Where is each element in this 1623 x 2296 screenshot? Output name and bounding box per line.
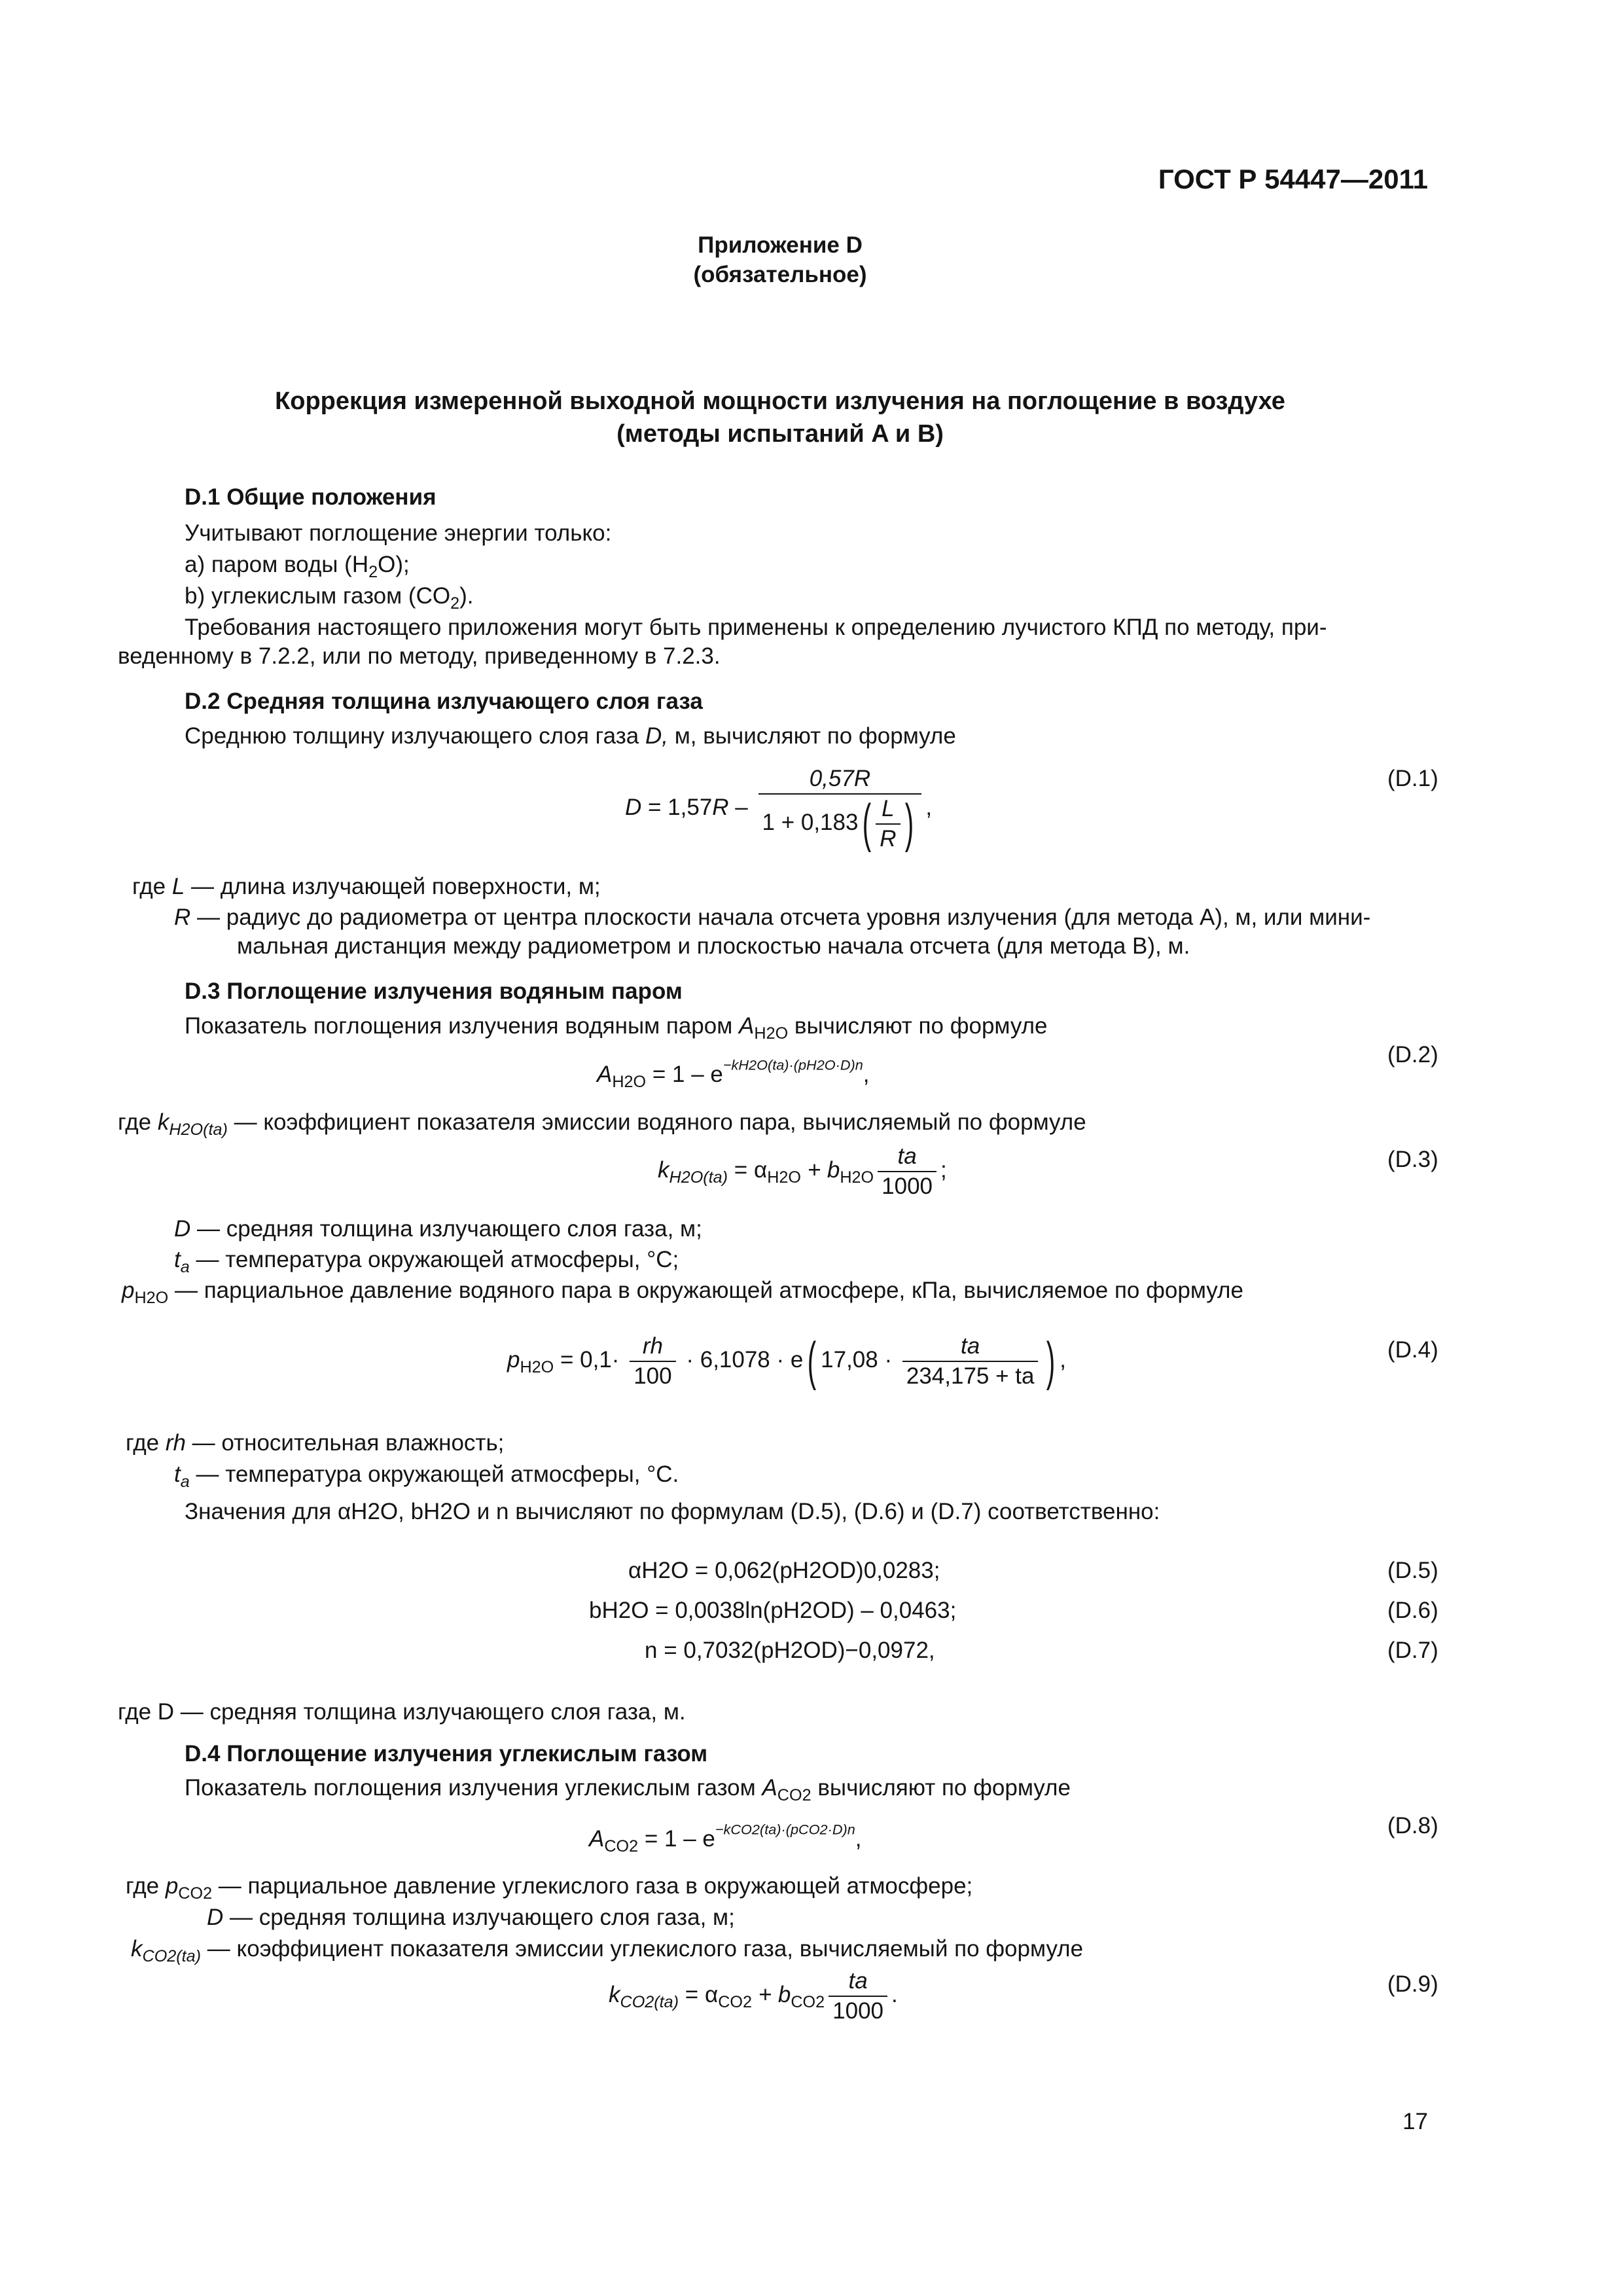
d4-intro: Показатель поглощения излучения углекислым газом $A_{CO2}$ вычисляют по формуле <box>185 1775 1071 1805</box>
formula-d8: $A_{CO2} = 1 - e^{-kCO2(ta)\cdot(pCO2\cdot D)n}$, <box>589 1821 862 1856</box>
appendix-label: Приложение D <box>698 232 863 258</box>
appendix-title-line2: (методы испытаний A и B) <box>616 420 944 448</box>
equation-number-d8: (D.8) <box>1387 1813 1438 1839</box>
d1-item-b: b) углекислым газом $(CO_2)$. <box>185 583 474 613</box>
d2-where-R-line1: R — радиус до радиометра от центра плоскости начала отсчета уровня излучения (для метода A), м, или мини- <box>174 905 1371 930</box>
formula-d1: D = 1,57R – 0,57R 1 + 0,183( $\frac{L}{R}$ ) , <box>625 766 933 853</box>
d2-where-L: где L — длина излучающей поверхности, м; <box>132 874 601 899</box>
equation-number-d2: (D.2) <box>1387 1042 1438 1067</box>
section-d2-heading: D.2 Средняя толщина излучающего слоя газа <box>185 689 703 714</box>
formula-d2: $A_{H2O} = 1 - e^{-kH2O(ta)\cdot(pH2O\cdot D)n}$, <box>597 1056 870 1092</box>
d4-where-p: где $p_{CO2}$ — парциальное давление углекислого газа в окружающей атмосфере; <box>126 1873 973 1903</box>
d2-intro: Среднюю толщину излучающего слоя газа D, м, вычисляют по формуле <box>185 723 956 749</box>
equation-number-d9: (D.9) <box>1387 1971 1438 1997</box>
d3-where-k: где $k_{H2O(ta)}$ — коэффициент показателя эмиссии водяного пара, вычисляемый по формуле <box>118 1109 1086 1139</box>
section-d4-heading: D.4 Поглощение излучения углекислым газом <box>185 1741 708 1767</box>
section-d1-heading: D.1 Общие положения <box>185 484 437 510</box>
d3-values-intro: Значения для αH2O, bH2O и n вычисляют по формулам (D.5), (D.6) и (D.7) соответственно: <box>185 1499 1160 1524</box>
d1-requirements-line2: веденному в 7.2.2, или по методу, приведенному в 7.2.3. <box>118 643 721 669</box>
equation-number-d5: (D.5) <box>1387 1558 1438 1583</box>
section-d3-heading: D.3 Поглощение излучения водяным паром <box>185 978 683 1004</box>
d3-where-D: D — средняя толщина излучающего слоя газа, м; <box>174 1216 702 1242</box>
d1-intro: Учитывают поглощение энергии только: <box>185 520 612 546</box>
page-number: 17 <box>1402 2109 1428 2134</box>
formula-d4: $p_{H2O} = 0,1\cdot$ $\frac{rh}{100}$ · 6,1078 · e( 17,08 · $\frac{ta}{234,175 + ta}$ ) , <box>507 1331 1066 1391</box>
d3-where-t: $t_a$ — температура окружающей атмосферы, °С; <box>174 1247 679 1277</box>
d3-where-p: $p_{H2O}$ — парциальное давление водяного пара в окружающей атмосфере, кПа, вычисляемое по формуле <box>122 1278 1243 1308</box>
equation-number-d7: (D.7) <box>1387 1638 1438 1663</box>
document-id: ГОСТ Р 54447—2011 <box>1158 164 1428 194</box>
formula-d7: n = 0,7032(pH2OD)−0,0972, <box>645 1638 935 1663</box>
d3-where-rh: где rh — относительная влажность; <box>126 1430 505 1456</box>
d3-intro: Показатель поглощения излучения водяным паром $A_{H2O}$ вычисляют по формуле <box>185 1013 1048 1043</box>
appendix-title-line1: Коррекция измеренной выходной мощности излучения на поглощение в воздухе <box>275 387 1285 415</box>
d4-where-D: D — средняя толщина излучающего слоя газа, м; <box>207 1905 735 1930</box>
d4-where-k: $k_{CO2(ta)}$ — коэффициент показателя эмиссии углекислого газа, вычисляемый по формуле <box>131 1936 1084 1966</box>
formula-d3: $k_{H2O(ta)} = \alpha_{H2O} + b_{H2O}$ $\frac{ta}{1000}$ ; <box>658 1143 947 1199</box>
d3-where-t2: $t_a$ — температура окружающей атмосферы, °С. <box>174 1462 679 1492</box>
d3-where-D-end: где D — средняя толщина излучающего слоя газа, м. <box>118 1699 686 1725</box>
appendix-status: (обязательное) <box>693 262 867 287</box>
equation-number-d6: (D.6) <box>1387 1598 1438 1623</box>
formula-d5: αH2O = 0,062(pH2OD)0,0283; <box>628 1558 940 1583</box>
formula-d9: $k_{CO2(ta)} = \alpha_{CO2} + b_{CO2}$ $\frac{ta}{1000}$ . <box>609 1968 898 2024</box>
d1-requirements-line1: Требования настоящего приложения могут быть применены к определению лучистого КПД по методу, при- <box>185 615 1327 640</box>
d2-where-R-line2: мальная дистанция между радиометром и плоскостью начала отсчета (для метода B), м. <box>237 933 1190 959</box>
equation-number-d1: (D.1) <box>1387 766 1438 791</box>
d1-item-a: а) паром воды $(H_2O)$; <box>185 552 410 582</box>
formula-d6: bH2O = 0,0038ln(pH2OD) – 0,0463; <box>589 1598 957 1623</box>
equation-number-d3: (D.3) <box>1387 1147 1438 1172</box>
equation-number-d4: (D.4) <box>1387 1337 1438 1363</box>
